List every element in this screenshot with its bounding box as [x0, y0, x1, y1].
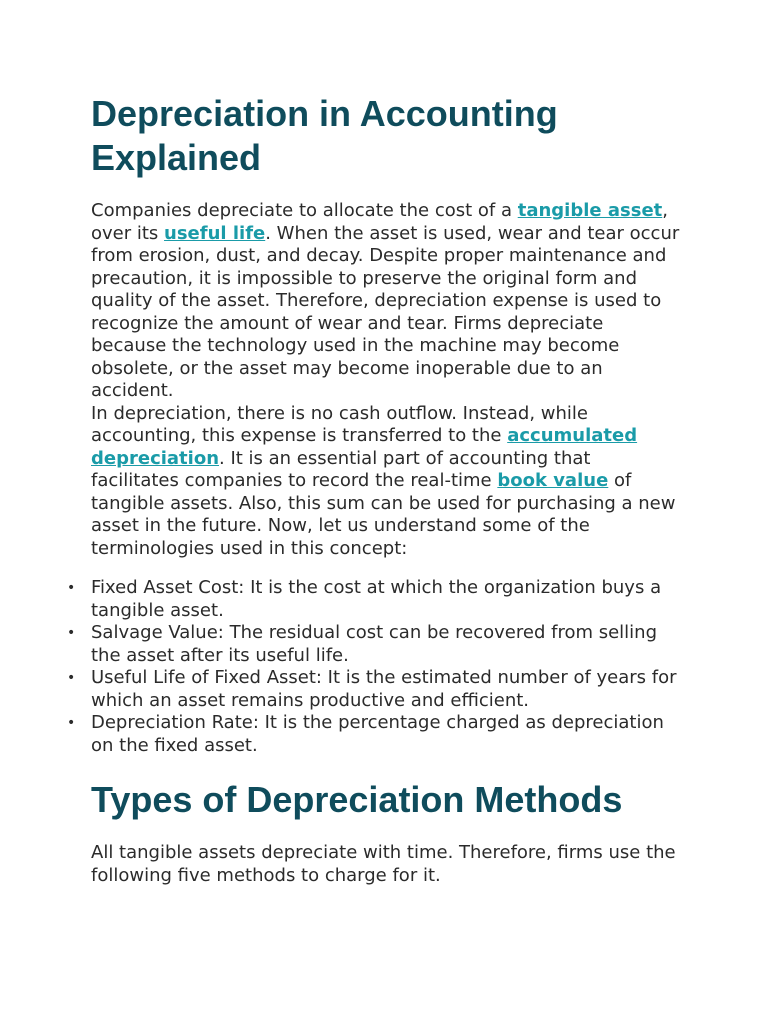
list-item-text: Salvage Value: The residual cost can be recovered from selling the asset after its useful life.: [91, 622, 658, 666]
book-value-link[interactable]: book value: [497, 470, 609, 491]
bullet-icon: •: [67, 625, 76, 641]
tangible-asset-link[interactable]: tangible asset: [517, 200, 663, 221]
page-title: Depreciation in Accounting Explained: [91, 93, 558, 178]
intro-text-3: . When the asset is used, wear and tear occur from erosion, dust, and decay. Despite proper maintenance and precaution, it is impossible to preserve the original form and quality of the asset. Therefore, depreciation expense is used to recognize the amount of wear and tear. Firms depreciate because the technology used in the machine may become obsolete, or the asset may become inoperable due to an accident.: [91, 222, 680, 401]
accumulated-depreciation-link[interactable]: accumulated depreciation: [91, 425, 638, 469]
list-item: [67, 622, 681, 667]
list-item-text: Useful Life of Fixed Asset: It is the estimated number of years for which an asset remains productive and efficient.: [91, 667, 677, 711]
list-item-text: Fixed Asset Cost: It is the cost at which the organization buys a tangible asset.: [91, 577, 662, 621]
cash-text-3: of tangible assets. Also, this sum can be used for purchasing a new asset in the future. Now, let us understand some of the terminologies used in this concept:: [91, 470, 676, 559]
list-item: [67, 712, 681, 757]
cash-outflow-paragraph: [91, 403, 681, 561]
cash-text-2: . It is an essential part of accounting that facilitates companies to record the real-time: [91, 447, 591, 491]
section-heading-types: Types of Depreciation Methods: [91, 779, 623, 820]
bullet-icon: •: [67, 670, 76, 686]
intro-paragraph: [91, 200, 681, 403]
types-paragraph: All tangible assets depreciate with time. Therefore, firms use the following five methods to charge for it.: [91, 842, 676, 886]
useful-life-link[interactable]: useful life: [164, 222, 266, 244]
article: [67, 92, 681, 887]
intro-text-1: Companies depreciate to allocate the cost of a: [91, 200, 518, 221]
intro-text-2: , over its: [91, 200, 668, 244]
list-item-text: Depreciation Rate: It is the percentage charged as depreciation on the fixed asset.: [91, 712, 664, 756]
list-item: [67, 667, 681, 712]
bullet-icon: •: [67, 715, 76, 731]
cash-text-1: In depreciation, there is no cash outflow. Instead, while accounting, this expense is transferred to the: [91, 402, 588, 446]
terminology-list: [67, 577, 681, 757]
list-item: [67, 577, 681, 622]
bullet-icon: •: [67, 580, 76, 596]
